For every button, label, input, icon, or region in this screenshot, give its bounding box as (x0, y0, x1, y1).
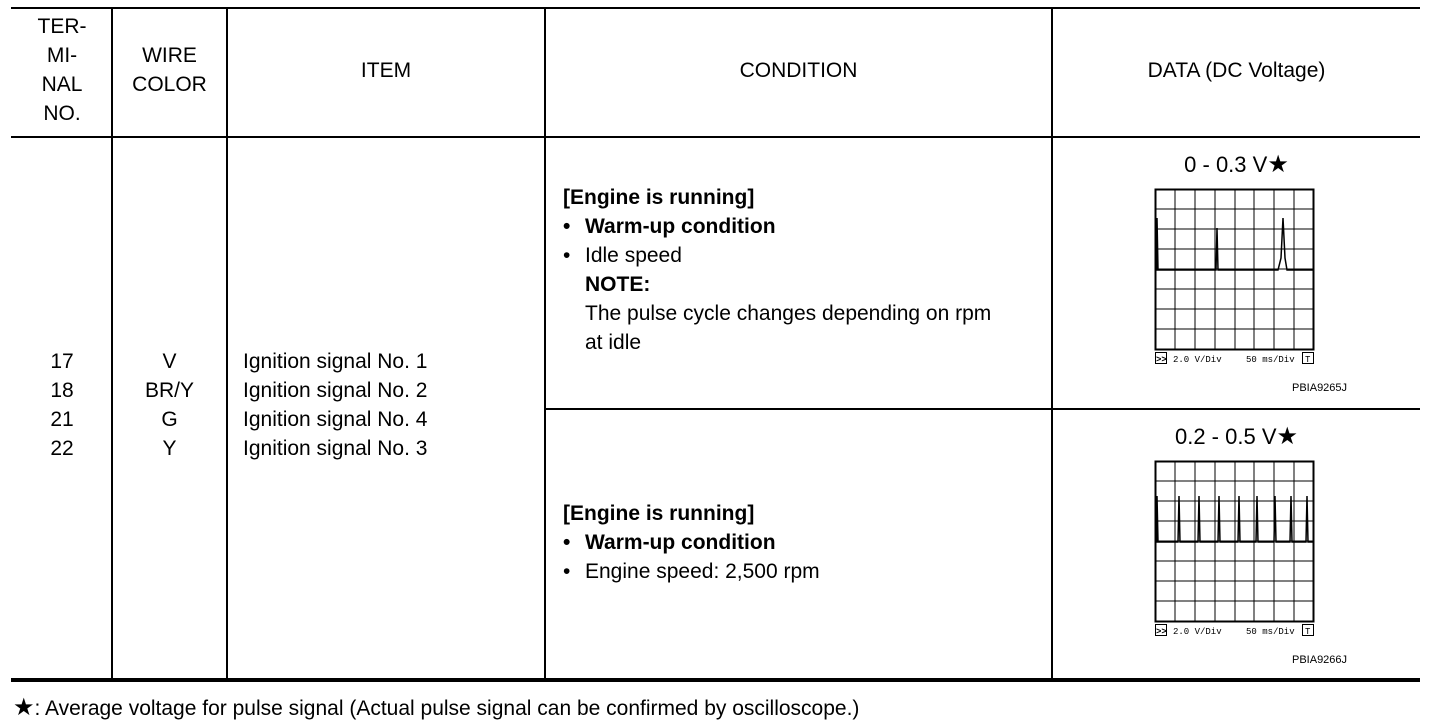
header-data: DATA (DC Voltage) (1147, 59, 1326, 82)
scope-time: 50 ms/Div (1246, 627, 1295, 637)
table-top-border (11, 7, 1420, 9)
condition-2500rpm (563, 499, 1049, 586)
col-divider-2 (226, 7, 228, 680)
items (243, 347, 543, 463)
terminal-no: 22 (50, 437, 74, 460)
scope-time: 50 ms/Div (1246, 355, 1295, 365)
header-divider (11, 136, 1420, 138)
note-text: The pulse cycle changes depending on rpm (585, 302, 992, 325)
scope-scale: 2.0 V/Div (1173, 355, 1222, 365)
condition-bullet: • Engine speed: 2,500 rpm (563, 560, 820, 583)
oscilloscope-waveform-2500rpm (1154, 460, 1316, 644)
star-icon: ★ (13, 694, 35, 721)
terminal-no: 21 (50, 408, 74, 431)
play-icon: >> (1156, 355, 1167, 365)
star-icon: ★ (1276, 423, 1299, 450)
item-label: Ignition signal No. 4 (243, 408, 428, 431)
scope-mode: T (1305, 355, 1311, 365)
scope-status-bar (1156, 625, 1314, 638)
voltage-label: 0.2 - 0.5 V★ (1174, 423, 1299, 450)
item-label: Ignition signal No. 1 (243, 350, 428, 373)
footnote: ★: Average voltage for pulse signal (Actual pulse signal can be confirmed by oscilloscope.) (13, 694, 860, 721)
item-label: Ignition signal No. 3 (243, 437, 428, 460)
condition-title: [Engine is running] (563, 186, 755, 209)
condition-idle (563, 183, 1049, 357)
figure-id: PBIA9266J (1292, 654, 1348, 666)
terminal-no: 17 (50, 350, 74, 373)
condition-bullet: • Warm-up condition (563, 531, 776, 554)
condition-title: [Engine is running] (563, 502, 755, 525)
item-label: Ignition signal No. 2 (243, 379, 428, 402)
note-label: NOTE: (585, 273, 651, 296)
table-bottom-border (11, 678, 1420, 682)
wire-color: V (162, 350, 177, 373)
header-wire-color: WIRE COLOR (132, 44, 207, 96)
figure-id: PBIA9265J (1292, 382, 1348, 394)
col-divider-3 (544, 7, 546, 680)
condition-divider (545, 408, 1420, 410)
scope-status-bar (1156, 353, 1314, 366)
header-item: ITEM (360, 59, 412, 82)
star-icon: ★ (1267, 151, 1289, 178)
scope-mode: T (1305, 627, 1311, 637)
header-condition: CONDITION (739, 59, 858, 82)
wire-color: G (161, 408, 178, 431)
col-divider-4 (1051, 7, 1053, 680)
col-divider-1 (111, 7, 113, 680)
oscilloscope-waveform-idle (1154, 188, 1316, 372)
condition-bullet: • Idle speed (563, 244, 682, 267)
terminal-numbers (13, 347, 111, 463)
wire-colors (113, 347, 226, 463)
condition-bullet: • Warm-up condition (563, 215, 776, 238)
header-terminal-no: TER- MI- NAL NO. (37, 15, 87, 125)
scope-scale: 2.0 V/Div (1173, 627, 1222, 637)
wire-color: Y (162, 437, 177, 460)
wire-color: BR/Y (144, 379, 194, 402)
note-text: at idle (585, 331, 642, 354)
voltage-label: 0 - 0.3 V★ (1184, 151, 1289, 178)
terminal-no: 18 (50, 379, 74, 402)
play-icon: >> (1156, 627, 1167, 637)
